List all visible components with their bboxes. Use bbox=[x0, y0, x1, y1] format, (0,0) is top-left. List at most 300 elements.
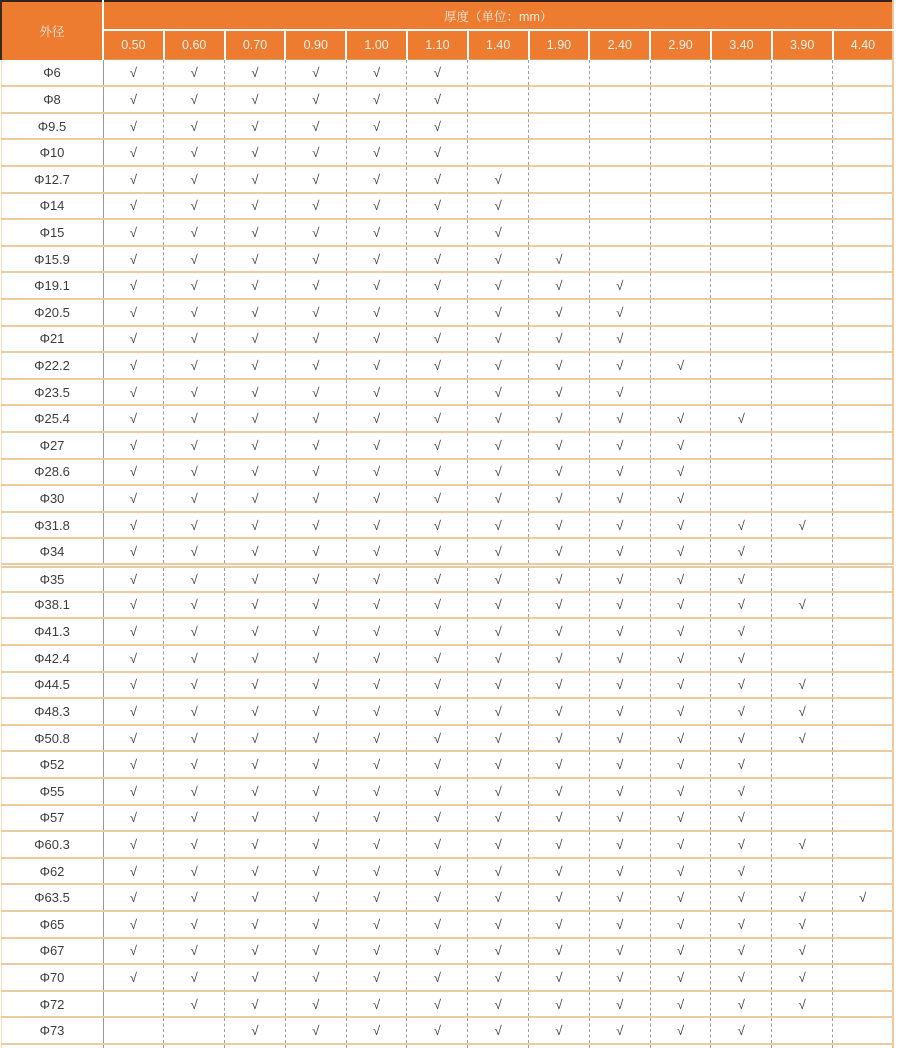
check-cell: √ bbox=[103, 618, 164, 645]
check-cell: √ bbox=[285, 113, 346, 140]
check-cell: √ bbox=[589, 299, 650, 326]
empty-cell bbox=[833, 858, 894, 885]
empty-cell bbox=[711, 193, 772, 220]
check-cell: √ bbox=[346, 831, 407, 858]
check-cell: √ bbox=[468, 1017, 529, 1044]
check-cell: √ bbox=[650, 751, 711, 778]
empty-cell bbox=[833, 246, 894, 273]
check-cell: √ bbox=[164, 485, 225, 512]
check-cell: √ bbox=[164, 805, 225, 832]
empty-cell bbox=[833, 964, 894, 991]
check-cell: √ bbox=[468, 485, 529, 512]
empty-cell bbox=[772, 405, 833, 432]
check-cell: √ bbox=[468, 299, 529, 326]
check-cell: √ bbox=[285, 884, 346, 911]
check-cell: √ bbox=[285, 938, 346, 965]
check-cell: √ bbox=[285, 964, 346, 991]
table-row bbox=[1, 592, 893, 619]
empty-cell bbox=[833, 645, 894, 672]
check-cell: √ bbox=[164, 911, 225, 938]
check-cell: √ bbox=[164, 219, 225, 246]
empty-cell bbox=[833, 831, 894, 858]
check-cell: √ bbox=[529, 831, 590, 858]
check-cell: √ bbox=[772, 911, 833, 938]
check-cell: √ bbox=[589, 512, 650, 539]
empty-cell bbox=[285, 1044, 346, 1048]
empty-cell bbox=[772, 805, 833, 832]
diameter-label: Φ10 bbox=[1, 139, 103, 166]
thickness-column-header: 4.40 bbox=[833, 30, 894, 60]
check-cell: √ bbox=[407, 991, 468, 1018]
diameter-label bbox=[1, 1044, 103, 1048]
check-cell: √ bbox=[589, 805, 650, 832]
empty-cell bbox=[589, 166, 650, 193]
check-cell: √ bbox=[407, 352, 468, 379]
check-cell: √ bbox=[103, 405, 164, 432]
check-cell: √ bbox=[103, 113, 164, 140]
empty-cell bbox=[650, 299, 711, 326]
table-row bbox=[1, 672, 893, 699]
diameter-label: Φ8 bbox=[1, 86, 103, 113]
check-cell: √ bbox=[103, 512, 164, 539]
check-cell: √ bbox=[225, 432, 286, 459]
thickness-values-row bbox=[1, 30, 893, 60]
empty-cell bbox=[833, 60, 894, 87]
check-cell: √ bbox=[468, 938, 529, 965]
empty-cell bbox=[833, 326, 894, 353]
check-cell: √ bbox=[529, 1017, 590, 1044]
check-cell: √ bbox=[346, 219, 407, 246]
check-cell: √ bbox=[589, 991, 650, 1018]
check-cell: √ bbox=[650, 778, 711, 805]
check-cell: √ bbox=[103, 672, 164, 699]
check-cell: √ bbox=[407, 379, 468, 406]
check-cell: √ bbox=[103, 858, 164, 885]
check-cell: √ bbox=[103, 911, 164, 938]
check-cell: √ bbox=[164, 139, 225, 166]
diameter-label: Φ31.8 bbox=[1, 512, 103, 539]
diameter-label: Φ62 bbox=[1, 858, 103, 885]
check-cell: √ bbox=[772, 725, 833, 752]
check-cell: √ bbox=[285, 299, 346, 326]
empty-cell bbox=[833, 1017, 894, 1044]
check-cell: √ bbox=[529, 911, 590, 938]
empty-cell bbox=[650, 113, 711, 140]
check-cell: √ bbox=[346, 991, 407, 1018]
check-cell: √ bbox=[285, 193, 346, 220]
empty-cell bbox=[589, 60, 650, 87]
empty-cell bbox=[529, 219, 590, 246]
diameter-label: Φ14 bbox=[1, 193, 103, 220]
table-row bbox=[1, 725, 893, 752]
check-cell: √ bbox=[285, 618, 346, 645]
check-cell: √ bbox=[650, 645, 711, 672]
empty-cell bbox=[772, 618, 833, 645]
check-cell: √ bbox=[407, 592, 468, 619]
check-cell: √ bbox=[346, 565, 407, 592]
check-cell: √ bbox=[225, 778, 286, 805]
check-cell: √ bbox=[407, 485, 468, 512]
check-cell: √ bbox=[103, 246, 164, 273]
check-cell: √ bbox=[103, 964, 164, 991]
diameter-label: Φ57 bbox=[1, 805, 103, 832]
empty-cell bbox=[833, 379, 894, 406]
empty-cell bbox=[833, 938, 894, 965]
empty-cell bbox=[711, 432, 772, 459]
empty-cell bbox=[225, 1044, 286, 1048]
check-cell: √ bbox=[407, 672, 468, 699]
thickness-column-header: 0.70 bbox=[225, 30, 286, 60]
check-cell: √ bbox=[346, 166, 407, 193]
table-row bbox=[1, 618, 893, 645]
check-cell: √ bbox=[103, 698, 164, 725]
check-cell: √ bbox=[285, 139, 346, 166]
check-cell: √ bbox=[589, 326, 650, 353]
check-cell: √ bbox=[225, 352, 286, 379]
table-row bbox=[1, 246, 893, 273]
check-cell: √ bbox=[650, 459, 711, 486]
check-cell: √ bbox=[589, 911, 650, 938]
check-cell: √ bbox=[346, 884, 407, 911]
check-cell: √ bbox=[529, 565, 590, 592]
empty-cell bbox=[833, 299, 894, 326]
check-cell: √ bbox=[407, 645, 468, 672]
check-cell: √ bbox=[407, 86, 468, 113]
empty-cell bbox=[711, 246, 772, 273]
check-cell: √ bbox=[225, 113, 286, 140]
thickness-column-header: 1.90 bbox=[529, 30, 590, 60]
check-cell: √ bbox=[650, 618, 711, 645]
check-cell: √ bbox=[285, 778, 346, 805]
check-cell: √ bbox=[650, 352, 711, 379]
check-cell: √ bbox=[468, 565, 529, 592]
empty-cell bbox=[833, 698, 894, 725]
check-cell: √ bbox=[468, 858, 529, 885]
check-cell: √ bbox=[529, 405, 590, 432]
check-cell: √ bbox=[164, 565, 225, 592]
check-cell: √ bbox=[833, 884, 894, 911]
thickness-column-header: 1.10 bbox=[407, 30, 468, 60]
check-cell: √ bbox=[346, 512, 407, 539]
check-cell: √ bbox=[407, 246, 468, 273]
check-cell: √ bbox=[468, 166, 529, 193]
check-cell: √ bbox=[711, 672, 772, 699]
check-cell: √ bbox=[225, 299, 286, 326]
empty-cell bbox=[711, 139, 772, 166]
check-cell: √ bbox=[225, 884, 286, 911]
check-cell: √ bbox=[285, 831, 346, 858]
table-row bbox=[1, 139, 893, 166]
check-cell: √ bbox=[468, 831, 529, 858]
thickness-column-header: 0.90 bbox=[285, 30, 346, 60]
check-cell: √ bbox=[468, 512, 529, 539]
check-cell: √ bbox=[529, 938, 590, 965]
check-cell: √ bbox=[772, 884, 833, 911]
check-cell: √ bbox=[225, 805, 286, 832]
check-cell: √ bbox=[285, 379, 346, 406]
empty-cell bbox=[833, 512, 894, 539]
table-row bbox=[1, 86, 893, 113]
truncated-row bbox=[1, 1044, 893, 1048]
empty-cell bbox=[103, 991, 164, 1018]
empty-cell bbox=[589, 219, 650, 246]
table-row bbox=[1, 113, 893, 140]
table-row bbox=[1, 432, 893, 459]
check-cell: √ bbox=[225, 193, 286, 220]
check-cell: √ bbox=[346, 246, 407, 273]
empty-cell bbox=[772, 219, 833, 246]
check-cell: √ bbox=[772, 592, 833, 619]
table-row bbox=[1, 805, 893, 832]
empty-cell bbox=[711, 379, 772, 406]
check-cell: √ bbox=[468, 778, 529, 805]
check-cell: √ bbox=[589, 884, 650, 911]
check-cell: √ bbox=[346, 379, 407, 406]
check-cell: √ bbox=[407, 698, 468, 725]
empty-cell bbox=[772, 246, 833, 273]
check-cell: √ bbox=[589, 858, 650, 885]
check-cell: √ bbox=[164, 884, 225, 911]
diameter-label: Φ23.5 bbox=[1, 379, 103, 406]
empty-cell bbox=[772, 459, 833, 486]
empty-cell bbox=[589, 139, 650, 166]
check-cell: √ bbox=[103, 938, 164, 965]
check-cell: √ bbox=[468, 379, 529, 406]
check-cell: √ bbox=[164, 672, 225, 699]
check-cell: √ bbox=[103, 193, 164, 220]
check-cell: √ bbox=[103, 379, 164, 406]
check-cell: √ bbox=[164, 193, 225, 220]
check-cell: √ bbox=[225, 698, 286, 725]
check-cell: √ bbox=[407, 778, 468, 805]
diameter-label: Φ52 bbox=[1, 751, 103, 778]
empty-cell bbox=[650, 60, 711, 87]
check-cell: √ bbox=[650, 565, 711, 592]
check-cell: √ bbox=[711, 751, 772, 778]
check-cell: √ bbox=[650, 858, 711, 885]
check-cell: √ bbox=[103, 538, 164, 565]
table-row bbox=[1, 751, 893, 778]
check-cell: √ bbox=[407, 805, 468, 832]
check-cell: √ bbox=[164, 459, 225, 486]
empty-cell bbox=[833, 672, 894, 699]
check-cell: √ bbox=[346, 778, 407, 805]
empty-cell bbox=[711, 219, 772, 246]
check-cell: √ bbox=[285, 512, 346, 539]
check-cell: √ bbox=[164, 698, 225, 725]
check-cell: √ bbox=[346, 113, 407, 140]
check-cell: √ bbox=[103, 645, 164, 672]
check-cell: √ bbox=[103, 805, 164, 832]
empty-cell bbox=[772, 565, 833, 592]
empty-cell bbox=[833, 911, 894, 938]
check-cell: √ bbox=[529, 246, 590, 273]
check-cell: √ bbox=[164, 592, 225, 619]
check-cell: √ bbox=[589, 964, 650, 991]
diameter-label: Φ63.5 bbox=[1, 884, 103, 911]
empty-cell bbox=[833, 991, 894, 1018]
empty-cell bbox=[833, 405, 894, 432]
check-cell: √ bbox=[468, 751, 529, 778]
check-cell: √ bbox=[285, 565, 346, 592]
table-row bbox=[1, 512, 893, 539]
diameter-label: Φ60.3 bbox=[1, 831, 103, 858]
check-cell: √ bbox=[225, 672, 286, 699]
check-cell: √ bbox=[468, 911, 529, 938]
check-cell: √ bbox=[711, 1017, 772, 1044]
check-cell: √ bbox=[346, 858, 407, 885]
check-cell: √ bbox=[650, 698, 711, 725]
check-cell: √ bbox=[407, 459, 468, 486]
table-row bbox=[1, 299, 893, 326]
check-cell: √ bbox=[346, 751, 407, 778]
table-row bbox=[1, 379, 893, 406]
check-cell: √ bbox=[225, 459, 286, 486]
check-cell: √ bbox=[103, 485, 164, 512]
check-cell: √ bbox=[103, 272, 164, 299]
diameter-label: Φ65 bbox=[1, 911, 103, 938]
check-cell: √ bbox=[529, 618, 590, 645]
check-cell: √ bbox=[346, 299, 407, 326]
empty-cell bbox=[772, 352, 833, 379]
check-cell: √ bbox=[529, 991, 590, 1018]
check-cell: √ bbox=[711, 964, 772, 991]
empty-cell bbox=[711, 459, 772, 486]
check-cell: √ bbox=[529, 485, 590, 512]
check-cell: √ bbox=[468, 884, 529, 911]
check-cell: √ bbox=[103, 60, 164, 87]
check-cell: √ bbox=[650, 432, 711, 459]
empty-cell bbox=[650, 166, 711, 193]
table-row bbox=[1, 219, 893, 246]
diameter-label: Φ25.4 bbox=[1, 405, 103, 432]
check-cell: √ bbox=[225, 592, 286, 619]
thickness-column-header: 2.90 bbox=[650, 30, 711, 60]
check-cell: √ bbox=[346, 911, 407, 938]
check-cell: √ bbox=[103, 86, 164, 113]
check-cell: √ bbox=[529, 432, 590, 459]
check-cell: √ bbox=[225, 618, 286, 645]
empty-cell bbox=[833, 113, 894, 140]
empty-cell bbox=[711, 166, 772, 193]
check-cell: √ bbox=[407, 166, 468, 193]
check-cell: √ bbox=[164, 166, 225, 193]
thickness-column-header: 1.00 bbox=[346, 30, 407, 60]
check-cell: √ bbox=[589, 645, 650, 672]
check-cell: √ bbox=[589, 938, 650, 965]
empty-cell bbox=[164, 1017, 225, 1044]
empty-cell bbox=[650, 193, 711, 220]
empty-cell bbox=[529, 1044, 590, 1048]
check-cell: √ bbox=[772, 964, 833, 991]
empty-cell bbox=[529, 193, 590, 220]
check-cell: √ bbox=[164, 725, 225, 752]
check-cell: √ bbox=[285, 911, 346, 938]
empty-cell bbox=[772, 193, 833, 220]
empty-cell bbox=[833, 352, 894, 379]
check-cell: √ bbox=[346, 485, 407, 512]
check-cell: √ bbox=[468, 352, 529, 379]
check-cell: √ bbox=[407, 538, 468, 565]
check-cell: √ bbox=[346, 618, 407, 645]
diameter-label: Φ20.5 bbox=[1, 299, 103, 326]
empty-cell bbox=[833, 592, 894, 619]
check-cell: √ bbox=[164, 326, 225, 353]
check-cell: √ bbox=[346, 60, 407, 87]
empty-cell bbox=[711, 326, 772, 353]
empty-cell bbox=[164, 1044, 225, 1048]
check-cell: √ bbox=[346, 352, 407, 379]
empty-cell bbox=[468, 86, 529, 113]
empty-cell bbox=[650, 219, 711, 246]
check-cell: √ bbox=[468, 618, 529, 645]
check-cell: √ bbox=[711, 911, 772, 938]
empty-cell bbox=[589, 246, 650, 273]
check-cell: √ bbox=[285, 725, 346, 752]
check-cell: √ bbox=[346, 459, 407, 486]
check-cell: √ bbox=[468, 725, 529, 752]
check-cell: √ bbox=[407, 405, 468, 432]
check-cell: √ bbox=[285, 405, 346, 432]
check-cell: √ bbox=[285, 219, 346, 246]
diameter-label: Φ41.3 bbox=[1, 618, 103, 645]
check-cell: √ bbox=[103, 219, 164, 246]
check-cell: √ bbox=[225, 1017, 286, 1044]
check-cell: √ bbox=[529, 725, 590, 752]
check-cell: √ bbox=[529, 884, 590, 911]
check-cell: √ bbox=[225, 485, 286, 512]
check-cell: √ bbox=[407, 858, 468, 885]
empty-cell bbox=[346, 1044, 407, 1048]
check-cell: √ bbox=[589, 459, 650, 486]
check-cell: √ bbox=[225, 565, 286, 592]
check-cell: √ bbox=[468, 246, 529, 273]
diameter-label: Φ50.8 bbox=[1, 725, 103, 752]
check-cell: √ bbox=[407, 911, 468, 938]
check-cell: √ bbox=[225, 751, 286, 778]
check-cell: √ bbox=[225, 938, 286, 965]
check-cell: √ bbox=[285, 1017, 346, 1044]
thickness-column-header: 1.40 bbox=[468, 30, 529, 60]
check-cell: √ bbox=[529, 858, 590, 885]
check-cell: √ bbox=[164, 991, 225, 1018]
empty-cell bbox=[772, 139, 833, 166]
check-cell: √ bbox=[529, 672, 590, 699]
check-cell: √ bbox=[285, 432, 346, 459]
empty-cell bbox=[833, 86, 894, 113]
check-cell: √ bbox=[650, 911, 711, 938]
check-cell: √ bbox=[225, 166, 286, 193]
check-cell: √ bbox=[225, 246, 286, 273]
check-cell: √ bbox=[711, 538, 772, 565]
diameter-label: Φ35 bbox=[1, 565, 103, 592]
diameter-label: Φ42.4 bbox=[1, 645, 103, 672]
table-row bbox=[1, 698, 893, 725]
check-cell: √ bbox=[346, 432, 407, 459]
check-cell: √ bbox=[225, 991, 286, 1018]
diameter-label: Φ19.1 bbox=[1, 272, 103, 299]
check-cell: √ bbox=[103, 166, 164, 193]
check-cell: √ bbox=[285, 805, 346, 832]
check-cell: √ bbox=[589, 405, 650, 432]
check-cell: √ bbox=[285, 858, 346, 885]
table-header bbox=[1, 1, 893, 60]
table-row bbox=[1, 272, 893, 299]
table-row bbox=[1, 166, 893, 193]
check-cell: √ bbox=[589, 379, 650, 406]
check-cell: √ bbox=[225, 858, 286, 885]
check-cell: √ bbox=[407, 565, 468, 592]
